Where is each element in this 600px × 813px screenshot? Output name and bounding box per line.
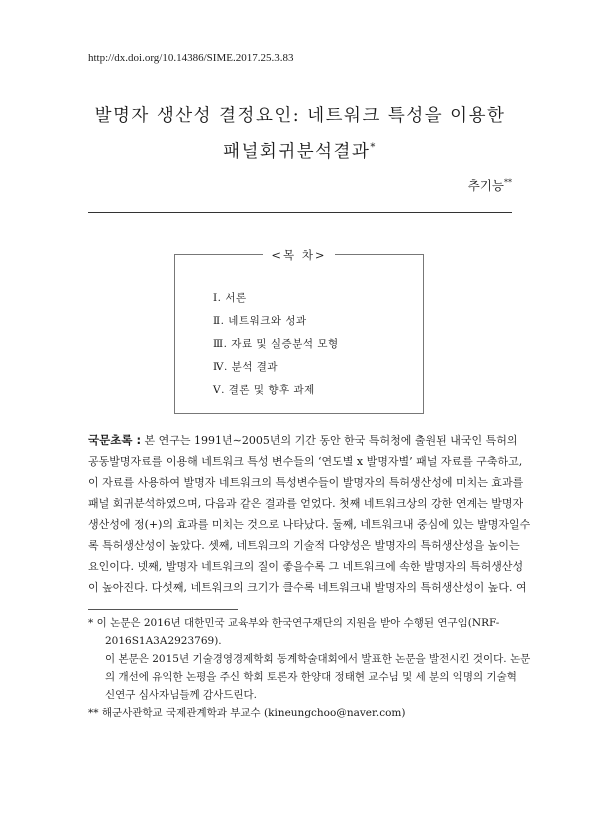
abstract-line-1-text: 본 연구는 1991년∼2005년의 기간 동안 한국 특허청에 출원된 내국인 특허의 <box>141 434 518 447</box>
korean-abstract <box>88 430 531 598</box>
abstract-line-7: 요인이다. 넷째, 발명자 네트워크의 질이 좋을수록 그 네트워크에 속한 발명자의 특허생산성 <box>88 560 524 573</box>
footnotes <box>88 614 531 722</box>
abstract-line-6: 록 특허생산성이 높았다. 셋째, 네트워크의 기술적 다양성은 발명자의 특허생산성을 높이는 <box>88 539 520 552</box>
author-footnote-mark: ** <box>504 177 512 187</box>
abstract-line-1 <box>88 430 518 451</box>
title-line-2-text: 패널회귀분석결과 <box>223 141 371 162</box>
abstract-line-3: 이 자료를 사용하여 발명자 네트워크의 특성변수들이 발명자의 특허생산성에 미치는 효과를 <box>88 476 524 489</box>
toc-list <box>213 287 339 402</box>
title-line-1: 발명자 생산성 결정요인: 네트워크 특성을 이용한 <box>94 106 506 126</box>
footnote-line-4: 의 개선에 유익한 논평을 주신 학회 토론자 한양대 정태현 교수님 및 세 분의 익명의 기술혁 <box>105 671 517 683</box>
abstract-line-2: 공동발명자료를 이용해 네트워크 특성 변수들의 ‘연도별 x 발명자별’ 패널 자료를 구축하고, <box>88 455 523 468</box>
toc-item-1: Ⅰ. 서론 <box>213 292 247 304</box>
toc-heading <box>175 247 423 263</box>
footnote-line-2: 2016S1A3A2923769). <box>105 635 222 647</box>
footnote-line-6: ** 해군사관학교 국제관계학과 부교수 (kineungchoo@naver.com) <box>88 707 406 719</box>
toc-item-4: Ⅳ. 분석 결과 <box>213 361 279 373</box>
toc-item-3: Ⅲ. 자료 및 실증분석 모형 <box>213 338 339 350</box>
paper-title <box>60 100 540 168</box>
title-divider <box>88 212 512 213</box>
footnote-line-1: * 이 논문은 2016년 대한민국 교육부와 한국연구재단의 지원을 받아 수행된 연구임(NRF- <box>88 617 500 629</box>
toc-item-2: Ⅱ. 네트워크와 성과 <box>213 315 307 327</box>
author-name: 추기능 <box>467 178 504 193</box>
title-footnote-mark: * <box>370 142 377 153</box>
title-line-2 <box>60 132 540 168</box>
footnote-line-3: 이 본문은 2015년 기술경영경제학회 동계학술대회에서 발표한 논문을 발전시킨 것이다. 논문 <box>105 653 531 665</box>
doi-link[interactable]: http://dx.doi.org/10.14386/SIME.2017.25.3.83 <box>88 52 294 64</box>
author <box>468 176 512 194</box>
abstract-label: 국문초록 : <box>88 433 142 447</box>
toc-item-5: Ⅴ. 결론 및 향후 과제 <box>213 384 315 396</box>
footnote-divider <box>88 609 238 610</box>
abstract-line-4: 패널 회귀분석하였으며, 다음과 같은 결과를 얻었다. 첫째 네트워크상의 강한 연계는 발명자 <box>88 497 524 510</box>
abstract-line-5: 생산성에 정(+)의 효과를 미치는 것으로 나타났다. 둘째, 네트워크내 중심에 있는 발명자일수 <box>88 518 531 531</box>
abstract-line-8: 이 높아진다. 다섯째, 네트워크의 크기가 클수록 네트워크내 발명자의 특허생산성이 높다. 여 <box>88 581 527 594</box>
footnote-line-5: 신연구 심사자님들께 감사드린다. <box>105 689 258 701</box>
toc-heading-text: <목 차> <box>263 248 334 262</box>
table-of-contents <box>174 248 424 414</box>
